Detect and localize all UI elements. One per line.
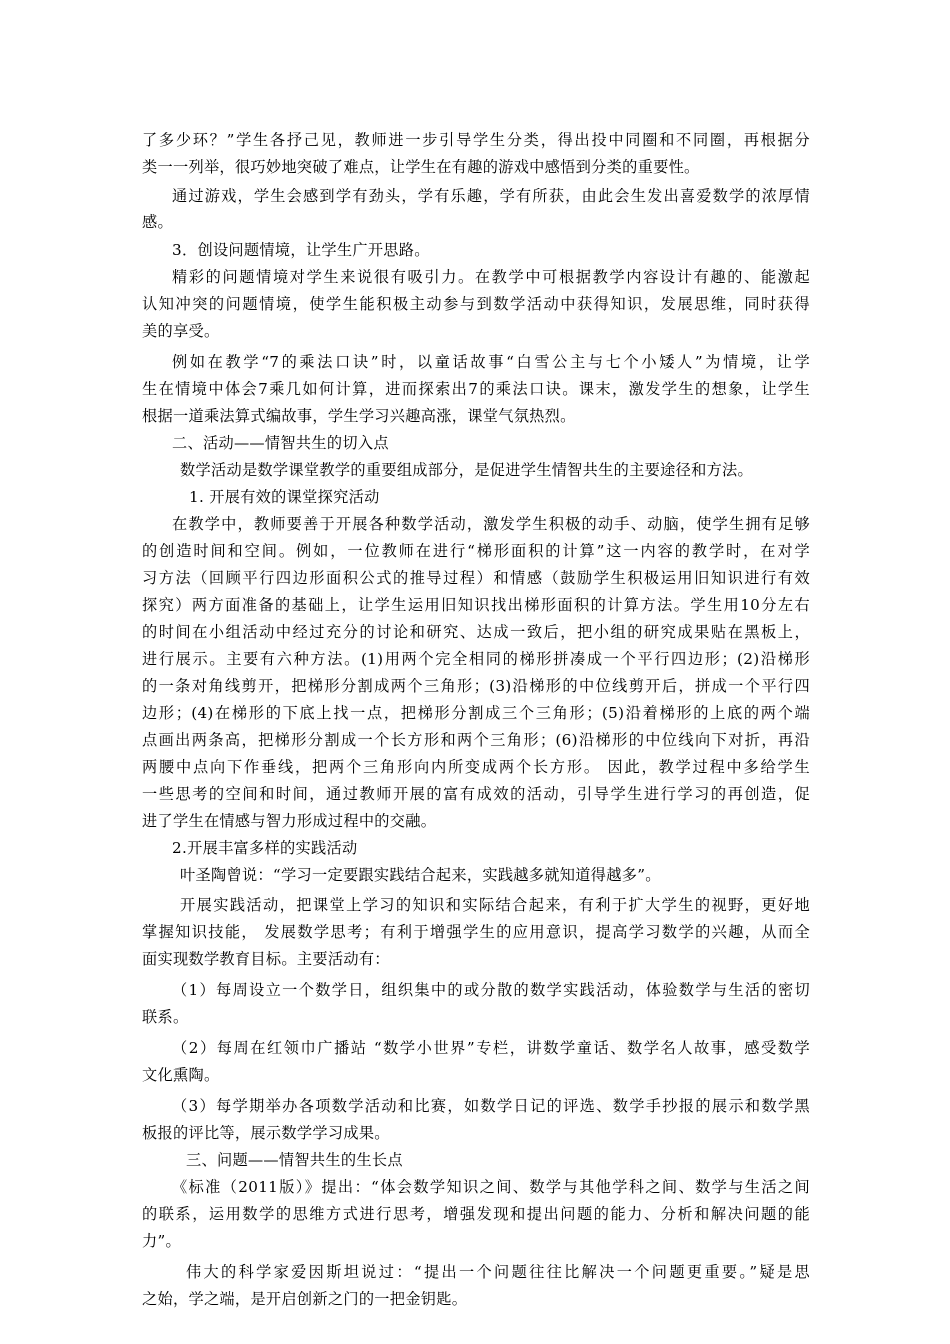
text-line: 伟大的科学家爱因斯坦说过：“提出一个问题往往比解决一个问题更重要。”疑是思 — [186, 1263, 810, 1281]
text-line: 生在情境中体会7乘几如何计算，进而探索出7的乘法口诀。课末，激发学生的想象，让学生 — [142, 380, 810, 398]
text-line: 《标准（2011版）》提出：“体会数学知识之间、数学与其他学科之间、数学与生活之间 — [172, 1178, 810, 1196]
text-line: 的联系，运用数学的思维方式进行思考，增强发现和提出问题的能力、分析和解决问题的能 — [142, 1205, 810, 1223]
text-line: 的时间在小组活动中经过充分的讨论和研究、达成一致后，把小组的研究成果贴在黑板上， — [142, 623, 810, 641]
text-line: 进了学生在情感与智力形成过程中的交融。 — [142, 812, 437, 830]
section-heading: 2.开展丰富多样的实践活动 — [172, 839, 358, 857]
text-line: 根据一道乘法算式编故事，学生学习兴趣高涨，课堂气氛热烈。 — [142, 407, 576, 425]
text-line: 之始，学之端，是开启创新之门的一把金钥匙。 — [142, 1290, 468, 1308]
text-line: 通过游戏，学生会感到学有劲头，学有乐趣，学有所获，由此会生发出喜爱数学的浓厚情 — [172, 187, 810, 205]
text-line: （2）每周在红领巾广播站 “数学小世界”专栏，讲数学童话、数学名人故事，感受数学 — [172, 1039, 810, 1057]
text-line: 板报的评比等，展示数学学习成果。 — [142, 1124, 390, 1142]
text-line: 数学活动是数学课堂教学的重要组成部分，是促进学生情智共生的主要途径和方法。 — [180, 461, 754, 479]
text-line: 感。 — [142, 213, 173, 231]
text-line: 边形；(4)在梯形的下底上找一点，把梯形分割成三个三角形；(5)沿着梯形的上底的两个端 — [142, 704, 810, 722]
text-line: 两腰中点向下作垂线，把两个三角形向内所变成两个长方形。 因此，教学过程中多给学生 — [142, 758, 810, 776]
text-line: （3）每学期举办各项数学活动和比赛，如数学日记的评选、数学手抄报的展示和数学黑 — [172, 1097, 810, 1115]
text-line: 一些思考的空间和时间，通过教师开展的富有成效的活动，引导学生进行学习的再创造，促 — [142, 785, 810, 803]
text-line: 的创造时间和空间。例如，一位教师在进行“梯形面积的计算”这一内容的教学时，在对学 — [142, 542, 810, 560]
text-line: 面实现数学教育目标。主要活动有： — [142, 950, 390, 968]
text-line: 掌握知识技能， 发展数学思考；有利于增强学生的应用意识，提高学习数学的兴趣，从而全 — [142, 923, 810, 941]
section-heading: 3．创设问题情境，让学生广开思路。 — [172, 241, 430, 259]
section-heading: 1. 开展有效的课堂探究活动 — [189, 488, 380, 506]
text-line: 探究）两方面准备的基础上，让学生运用旧知识找出梯形面积的计算方法。学生用10分左右 — [142, 596, 810, 614]
text-line: 文化熏陶。 — [142, 1066, 220, 1084]
text-line: 了多少环？”学生各抒己见，教师进一步引导学生分类，得出投中同圈和不同圈，再根据分 — [142, 131, 810, 149]
text-line: 在教学中，教师要善于开展各种数学活动，激发学生积极的动手、动脑，使学生拥有足够 — [172, 515, 810, 533]
text-line: 习方法（回顾平行四边形面积公式的推导过程）和情感（鼓励学生积极运用旧知识进行有效 — [142, 569, 810, 587]
text-line: 力”。 — [142, 1232, 182, 1250]
text-line: 点画出两条高，把梯形分割成一个长方形和两个三角形；(6)沿梯形的中位线向下对折，再沿 — [142, 731, 810, 749]
text-line: 例如在教学“7的乘法口诀”时，以童话故事“白雪公主与七个小矮人”为情境，让学 — [172, 353, 810, 371]
text-line: （1）每周设立一个数学日，组织集中的或分散的数学实践活动，体验数学与生活的密切 — [172, 981, 810, 999]
text-line: 叶圣陶曾说：“学习一定要跟实践结合起来，实践越多就知道得越多”。 — [180, 866, 661, 884]
text-line: 联系。 — [142, 1008, 189, 1026]
text-line: 美的享受。 — [142, 322, 220, 340]
text-line: 开展实践活动，把课堂上学习的知识和实际结合起来，有利于扩大学生的视野，更好地 — [180, 896, 810, 914]
text-line: 的一条对角线剪开，把梯形分割成两个三角形；(3)沿梯形的中位线剪开后，拼成一个平行四 — [142, 677, 810, 695]
section-heading: 三、问题——情智共生的生长点 — [186, 1151, 403, 1169]
text-line: 类一一列举，很巧妙地突破了难点，让学生在有趣的游戏中感悟到分类的重要性。 — [142, 158, 700, 176]
text-line: 进行展示。主要有六种方法。(1)用两个完全相同的梯形拼凑成一个平行四边形；(2)沿梯形 — [142, 650, 810, 668]
text-line: 认知冲突的问题情境，使学生能积极主动参与到数学活动中获得知识，发展思维，同时获得 — [142, 295, 810, 313]
section-heading: 二、活动——情智共生的切入点 — [172, 434, 389, 452]
text-line: 精彩的问题情境对学生来说很有吸引力。在教学中可根据教学内容设计有趣的、能激起 — [172, 268, 810, 286]
